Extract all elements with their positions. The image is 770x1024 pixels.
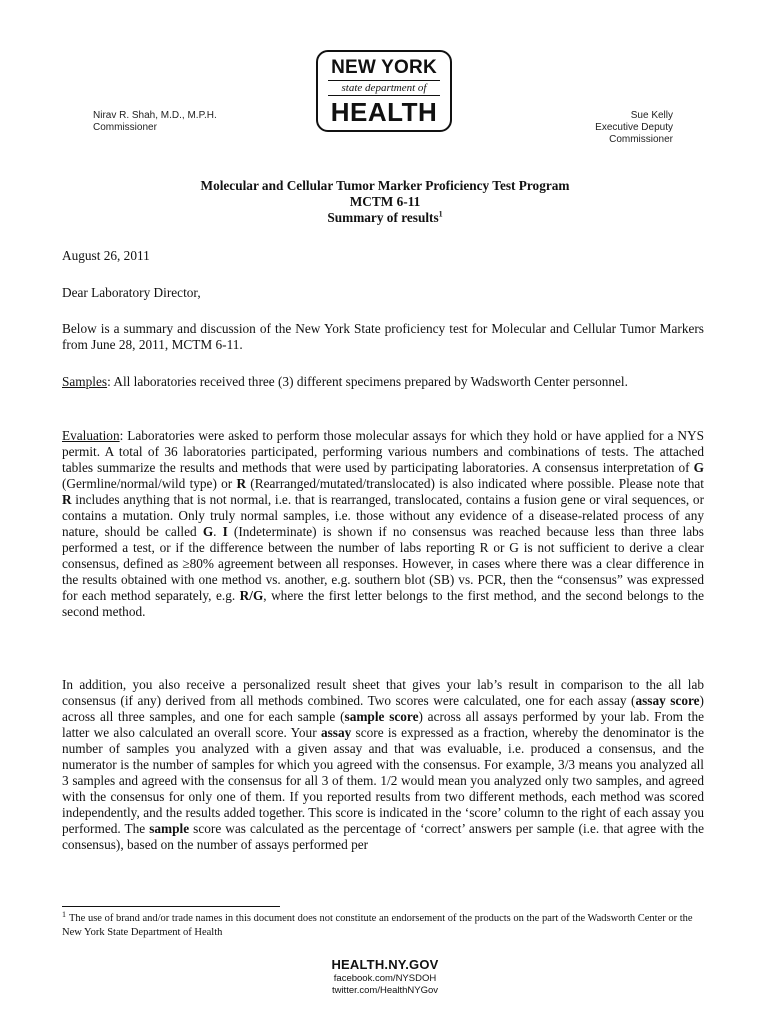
samples-label: Samples <box>62 374 108 389</box>
logo-line-new-york: NEW YORK <box>331 57 437 78</box>
logo-line-dept: state department of <box>328 80 440 96</box>
intro-paragraph: Below is a summary and discussion of the New York State proficiency test for Molecular and Cellular Tumor Markers from June 28, 2011, MCTM 6-11. <box>62 321 704 352</box>
program-code: MCTM 6-11 <box>349 194 421 209</box>
footnote-marker: 1 <box>62 909 66 919</box>
salutation: Dear Laboratory Director, <box>62 285 201 300</box>
nys-health-logo <box>316 50 452 132</box>
footnote-divider <box>62 906 280 907</box>
commissioner-block <box>93 110 217 134</box>
addition-paragraph: In addition, you also receive a personalized result sheet that gives your lab’s result in comparison to the all lab consensus (if any) derived from all methods combined. Two scores were calculated, one for each assay (assay score) across all three samples, and one for each sample (sample score) across all assays performed by your lab. From the latter we also calculated an overall score. Your assay score is expressed as a fraction, whereby the denominator is the number of samples you analyzed with a given assay and that was evaluable, i.e. produced a consensus, and the numerator is the number of samples for which you agreed with the consensus. For example, 3/3 means you analyzed all 3 samples and agreed with the consensus for all 3 of them. 1/2 would mean you analyzed only two samples, and agreed with the consensus for only one of them. If you reported results from two different methods, each method was scored independently, and the results added together. This score is indicated in the ‘score’ column to the right of each assay you performed. The sample score was calculated as the percentage of ‘correct’ answers per sample (i.e. that agree with the consensus), based on the number of assays performed per <box>62 677 705 852</box>
commissioner-name: Nirav R. Shah, M.D., M.P.H. <box>93 110 217 121</box>
evaluation-paragraph: Evaluation: Laboratories were asked to perform those molecular assays for which they hold or have applied for a NYS permit. A total of 36 laboratories participated, performing various numbers and combinations of tests. The attached tables summarize the results and methods that were used by participating laboratories. A consensus interpretation of G (Germline/normal/wild type) or R (Rearranged/mutated/translocated) is also indicated where possible. Please note that R includes anything that is not normal, i.e. that is rearranged, translocated, contains a fusion gene or viral sequences, or contains a mutation. Only truly normal samples, i.e. those without any evidence of a disease-related process of any nature, should be called G. I (Indeterminate) is shown if no consensus was reached because less than three labs performed a test, or if the difference between the number of labs reporting R or G is not sufficient to derive a clear consensus, defined as ≥80% agreement between all responses. However, in cases where there was a clear difference in the results obtained with one method vs. another, e.g. southern blot (SB) vs. PCR, then the “consensus” was expressed for each method separately, e.g. R/G, where the first letter belongs to the first method, and the second belongs to the second method. <box>62 428 704 619</box>
deputy-commissioner-block <box>530 110 673 146</box>
evaluation-label: Evaluation <box>62 428 120 443</box>
page-footer <box>0 957 770 997</box>
deputy-commissioner-name: Sue Kelly <box>630 110 673 121</box>
footer-twitter-link[interactable]: twitter.com/HealthNYGov <box>331 985 439 996</box>
footnote-reference: 1 <box>438 209 443 219</box>
footer-facebook-link[interactable]: facebook.com/NYSDOH <box>333 973 437 984</box>
deputy-commissioner-title: Executive Deputy Commissioner <box>595 122 673 145</box>
letter-date: August 26, 2011 <box>62 248 150 263</box>
footer-website-link[interactable]: HEALTH.NY.GOV <box>331 957 439 972</box>
commissioner-title: Commissioner <box>93 122 157 133</box>
footnote <box>62 909 704 940</box>
samples-paragraph: Samples: All laboratories received three (3) different specimens prepared by Wadsworth Center personnel. <box>62 374 628 389</box>
program-title: Molecular and Cellular Tumor Marker Proficiency Test Program <box>200 178 570 193</box>
logo-line-health: HEALTH <box>330 97 438 127</box>
summary-title: Summary of results$^1$ <box>327 209 443 225</box>
document-heading <box>0 178 770 226</box>
footnote-text: The use of brand and/or trade names in this document does not constitute an endorsement of the products on the part of the Wadsworth Center or the New York State Department of Health <box>62 913 693 938</box>
